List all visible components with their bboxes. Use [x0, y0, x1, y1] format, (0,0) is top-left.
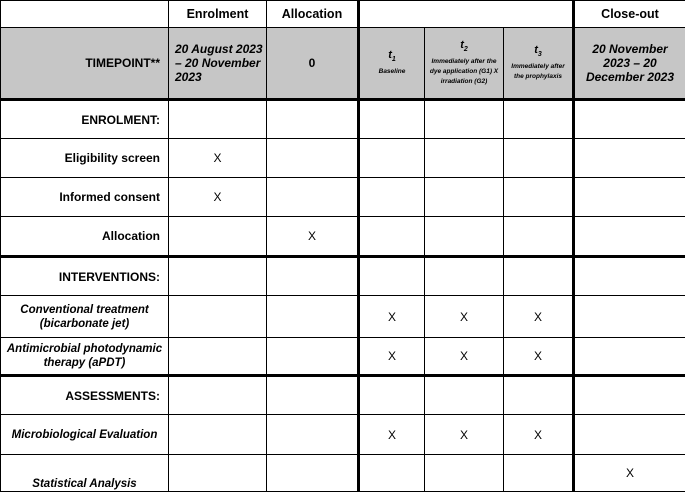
- cell-empty: [574, 257, 685, 296]
- cell-empty: [169, 455, 267, 492]
- cell-empty: [267, 257, 359, 296]
- cell-empty: [574, 217, 685, 257]
- stats-label: Statistical Analysis: [1, 455, 169, 492]
- cell-empty: [169, 257, 267, 296]
- cell-empty: [574, 139, 685, 178]
- allocation-mark: X: [267, 217, 359, 257]
- header-enrolment: Enrolment: [169, 1, 267, 28]
- cell-empty: [267, 455, 359, 492]
- timepoint-row: [1, 28, 685, 100]
- cell-empty: [504, 455, 574, 492]
- cell-empty: [169, 217, 267, 257]
- cell-empty: [504, 257, 574, 296]
- cell-empty: [504, 217, 574, 257]
- cell-empty: [425, 178, 504, 217]
- consent-label: Informed consent: [1, 178, 169, 217]
- micro-t2-mark: X: [425, 415, 504, 455]
- interventions-section-label: INTERVENTIONS:: [1, 257, 169, 296]
- eligibility-label: Eligibility screen: [1, 139, 169, 178]
- consent-enrolment-mark: X: [169, 178, 267, 217]
- header-empty-cell: [1, 1, 169, 28]
- cell-empty: [267, 139, 359, 178]
- cell-empty: [169, 415, 267, 455]
- micro-t1-mark: X: [359, 415, 425, 455]
- header-allocation: Allocation: [267, 1, 359, 28]
- cell-empty: [504, 178, 574, 217]
- apdt-row: [1, 338, 685, 376]
- cell-empty: [425, 455, 504, 492]
- header-row: [1, 1, 685, 28]
- assessments-section-row: [1, 376, 685, 415]
- stats-row: [1, 455, 685, 492]
- allocation-row: [1, 217, 685, 257]
- cell-empty: [169, 338, 267, 376]
- timepoint-close-out-dates: 20 November 2023 – 20 December 2023: [574, 28, 685, 100]
- micro-row: [1, 415, 685, 455]
- cell-empty: [169, 100, 267, 139]
- t1-symbol: $t_1$: [388, 49, 396, 64]
- enrolment-section-row: [1, 100, 685, 139]
- allocation-label: Allocation: [1, 217, 169, 257]
- stats-close-out-mark: X: [574, 455, 685, 492]
- cell-empty: [169, 296, 267, 338]
- cell-empty: [359, 178, 425, 217]
- cell-empty: [425, 376, 504, 415]
- cell-empty: [359, 257, 425, 296]
- t2-description: Immediately after the dye application (G1) X irradiation (G2): [429, 57, 499, 85]
- t2-symbol: $t_2$: [460, 39, 468, 54]
- cell-empty: [267, 178, 359, 217]
- cell-empty: [267, 100, 359, 139]
- cell-empty: [169, 376, 267, 415]
- cell-empty: [425, 217, 504, 257]
- cell-empty: [504, 139, 574, 178]
- timepoint-t3: [504, 28, 574, 100]
- apdt-label: Antimicrobial photodynamic therapy (aPDT): [1, 338, 169, 376]
- t3-symbol: $t_3$: [534, 44, 542, 59]
- timepoint-t1: [359, 28, 425, 100]
- assessments-section-label: ASSESSMENTS:: [1, 376, 169, 415]
- cell-empty: [267, 376, 359, 415]
- header-post-allocation: [359, 1, 574, 28]
- cell-empty: [359, 455, 425, 492]
- micro-t3-mark: X: [504, 415, 574, 455]
- conventional-label: Conventional treatment (bicarbonate jet): [1, 296, 169, 338]
- eligibility-enrolment-mark: X: [169, 139, 267, 178]
- apdt-t3-mark: X: [504, 338, 574, 376]
- cell-empty: [267, 296, 359, 338]
- t3-description: Immediately after the prophylaxis: [511, 62, 565, 80]
- cell-empty: [425, 139, 504, 178]
- cell-empty: [574, 376, 685, 415]
- cell-empty: [359, 217, 425, 257]
- cell-empty: [574, 178, 685, 217]
- timepoint-t2: [425, 28, 504, 100]
- timepoint-enrolment-dates: 20 August 2023 – 20 November 2023: [169, 28, 267, 100]
- conventional-t1-mark: X: [359, 296, 425, 338]
- cell-empty: [425, 100, 504, 139]
- conventional-t3-mark: X: [504, 296, 574, 338]
- cell-empty: [359, 376, 425, 415]
- cell-empty: [504, 376, 574, 415]
- header-close-out: Close-out: [574, 1, 685, 28]
- eligibility-row: [1, 139, 685, 178]
- cell-empty: [359, 139, 425, 178]
- consent-row: [1, 178, 685, 217]
- interventions-section-row: [1, 257, 685, 296]
- cell-empty: [267, 338, 359, 376]
- cell-empty: [425, 257, 504, 296]
- apdt-t1-mark: X: [359, 338, 425, 376]
- conventional-t2-mark: X: [425, 296, 504, 338]
- cell-empty: [574, 415, 685, 455]
- enrolment-section-label: ENROLMENT:: [1, 100, 169, 139]
- timepoint-label: TIMEPOINT**: [1, 28, 169, 100]
- apdt-t2-mark: X: [425, 338, 504, 376]
- cell-empty: [574, 100, 685, 139]
- cell-empty: [574, 338, 685, 376]
- micro-label: Microbiological Evaluation: [1, 415, 169, 455]
- t1-description: Baseline: [378, 67, 406, 75]
- conventional-row: [1, 296, 685, 338]
- cell-empty: [504, 100, 574, 139]
- cell-empty: [267, 415, 359, 455]
- timepoint-allocation-zero: 0: [267, 28, 359, 100]
- cell-empty: [574, 296, 685, 338]
- cell-empty: [359, 100, 425, 139]
